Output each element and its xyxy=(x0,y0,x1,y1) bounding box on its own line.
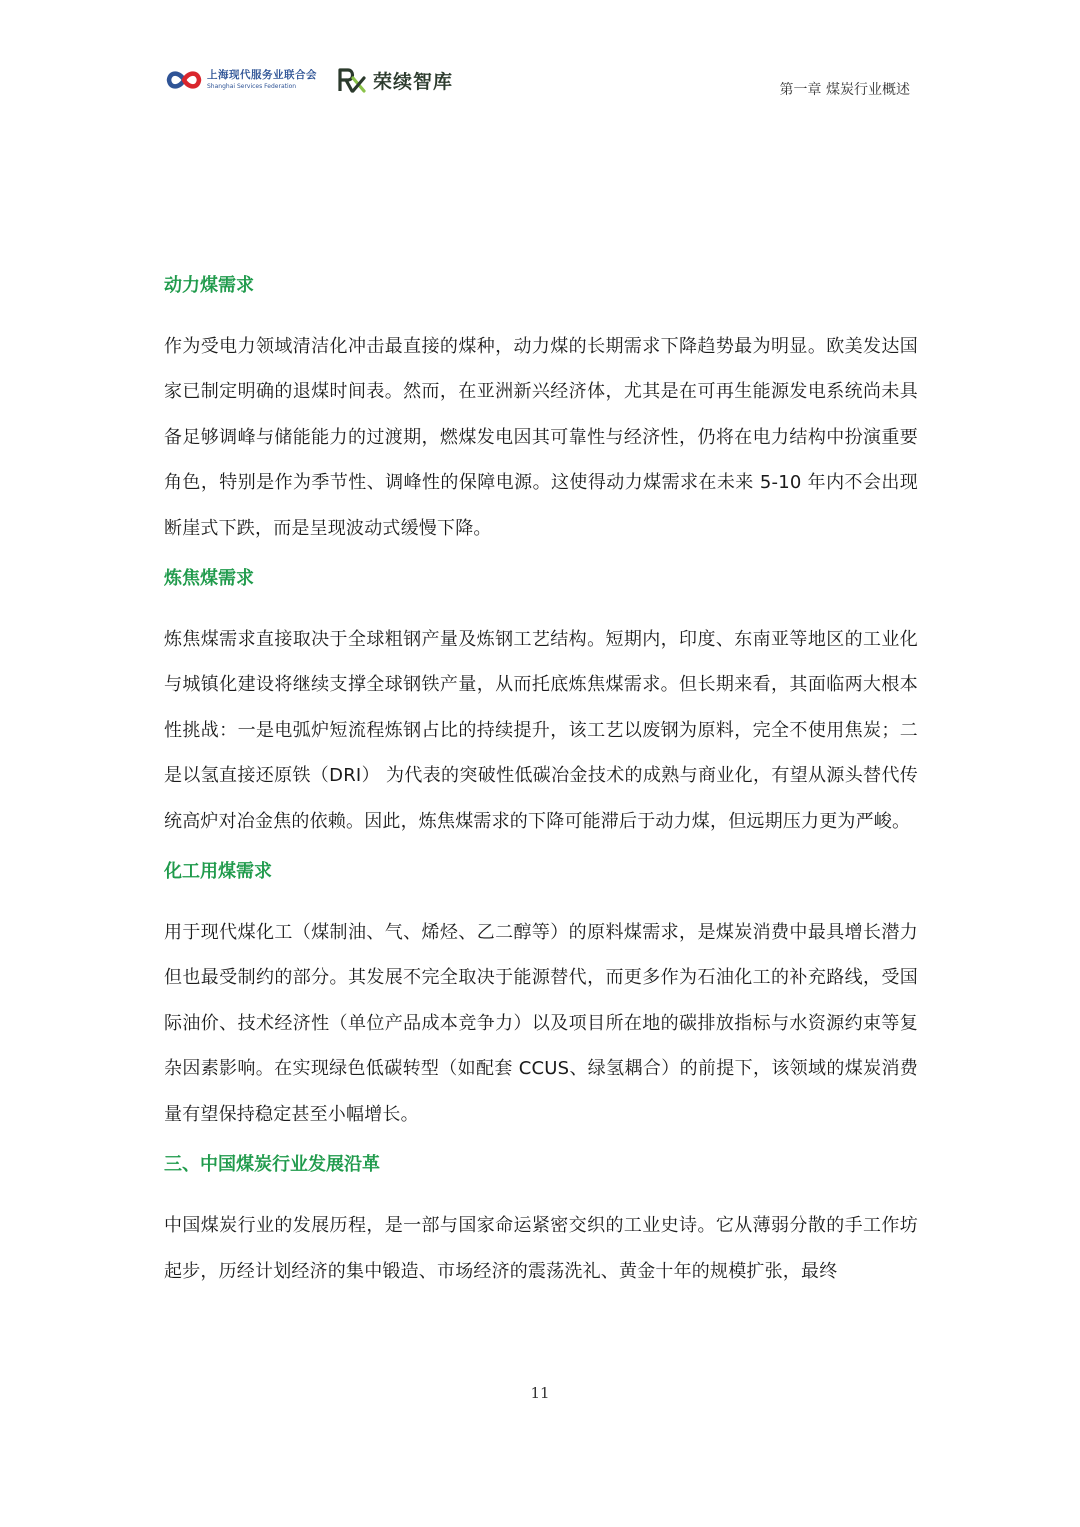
infinity-logo-icon xyxy=(166,67,202,93)
section-paragraph: 炼焦煤需求直接取决于全球粗钢产量及炼钢工艺结构。短期内，印度、东南亚等地区的工业化与城镇化建设将继续支撑全球钢铁产量，从而托底炼焦煤需求。但长期来看，其面临两大根本性挑战：一是电弧炉短流程炼钢占比的持续提升，该工艺以废钢为原料，完全不使用焦炭；二是以氢直接还原铁（DRI） 为代表的突破性低碳冶金技术的成熟与商业化，有望从源头替代传统高炉对冶金焦的依赖。因此，炼焦煤需求的下降可能滞后于动力煤，但远期压力更为严峻。 xyxy=(164,629,918,832)
brand-logo xyxy=(337,67,453,94)
section-paragraph: 用于现代煤化工（煤制油、气、烯烃、乙二醇等）的原料煤需求，是煤炭消费中最具增长潜力但也最受制约的部分。其发展不完全取决于能源替代，而更多作为石油化工的补充路线，受国际油价、技术经济性（单位产品成本竞争力）以及项目所在地的碳排放指标与水资源约束等复杂因素影响。在实现绿色低碳转型（如配套 CCUS、绿氢耦合）的前提下，该领域的煤炭消费量有望保持稳定甚至小幅增长。 xyxy=(164,922,918,1125)
org-name-en: Shanghai Services Federation xyxy=(207,82,297,90)
section-heading: 动力煤需求 xyxy=(164,275,254,296)
section-history xyxy=(164,1147,918,1294)
page-number: 11 xyxy=(530,1384,550,1402)
brand-name: 荣续智库 xyxy=(373,70,454,93)
section-heading: 三、中国煤炭行业发展沿革 xyxy=(164,1154,380,1176)
rx-logo-icon xyxy=(337,67,367,93)
section-chemical-coal xyxy=(164,854,918,1137)
header-logos xyxy=(166,64,453,96)
main-content xyxy=(164,268,918,1304)
section-coking-coal xyxy=(164,561,918,844)
section-heading: 炼焦煤需求 xyxy=(164,568,254,590)
section-paragraph: 作为受电力领域清洁化冲击最直接的煤种，动力煤的长期需求下降趋势最为明显。欧美发达国家已制定明确的退煤时间表。然而，在亚洲新兴经济体，尤其是在可再生能源发电系统尚未具备足够调峰与储能能力的过渡期，燃煤发电因其可靠性与经济性，仍将在电力结构中扮演重要角色，特别是作为季节性、调峰性的保障电源。这使得动力煤需求在未来 5-10 年内不会出现断崖式下跌，而是呈现波动式缓慢下降。 xyxy=(164,336,918,539)
section-thermal-coal xyxy=(164,268,918,551)
section-paragraph: 中国煤炭行业的发展历程，是一部与国家命运紧密交织的工业史诗。它从薄弱分散的手工作坊起步，历经计划经济的集中锻造、市场经济的震荡洗礼、黄金十年的规模扩张，最终 xyxy=(164,1215,918,1282)
org-name xyxy=(207,70,317,90)
org-logo xyxy=(166,67,317,93)
org-name-cn: 上海现代服务业联合会 xyxy=(207,69,317,82)
chapter-title: 第一章 煤炭行业概述 xyxy=(779,82,910,98)
section-heading: 化工用煤需求 xyxy=(164,861,272,883)
